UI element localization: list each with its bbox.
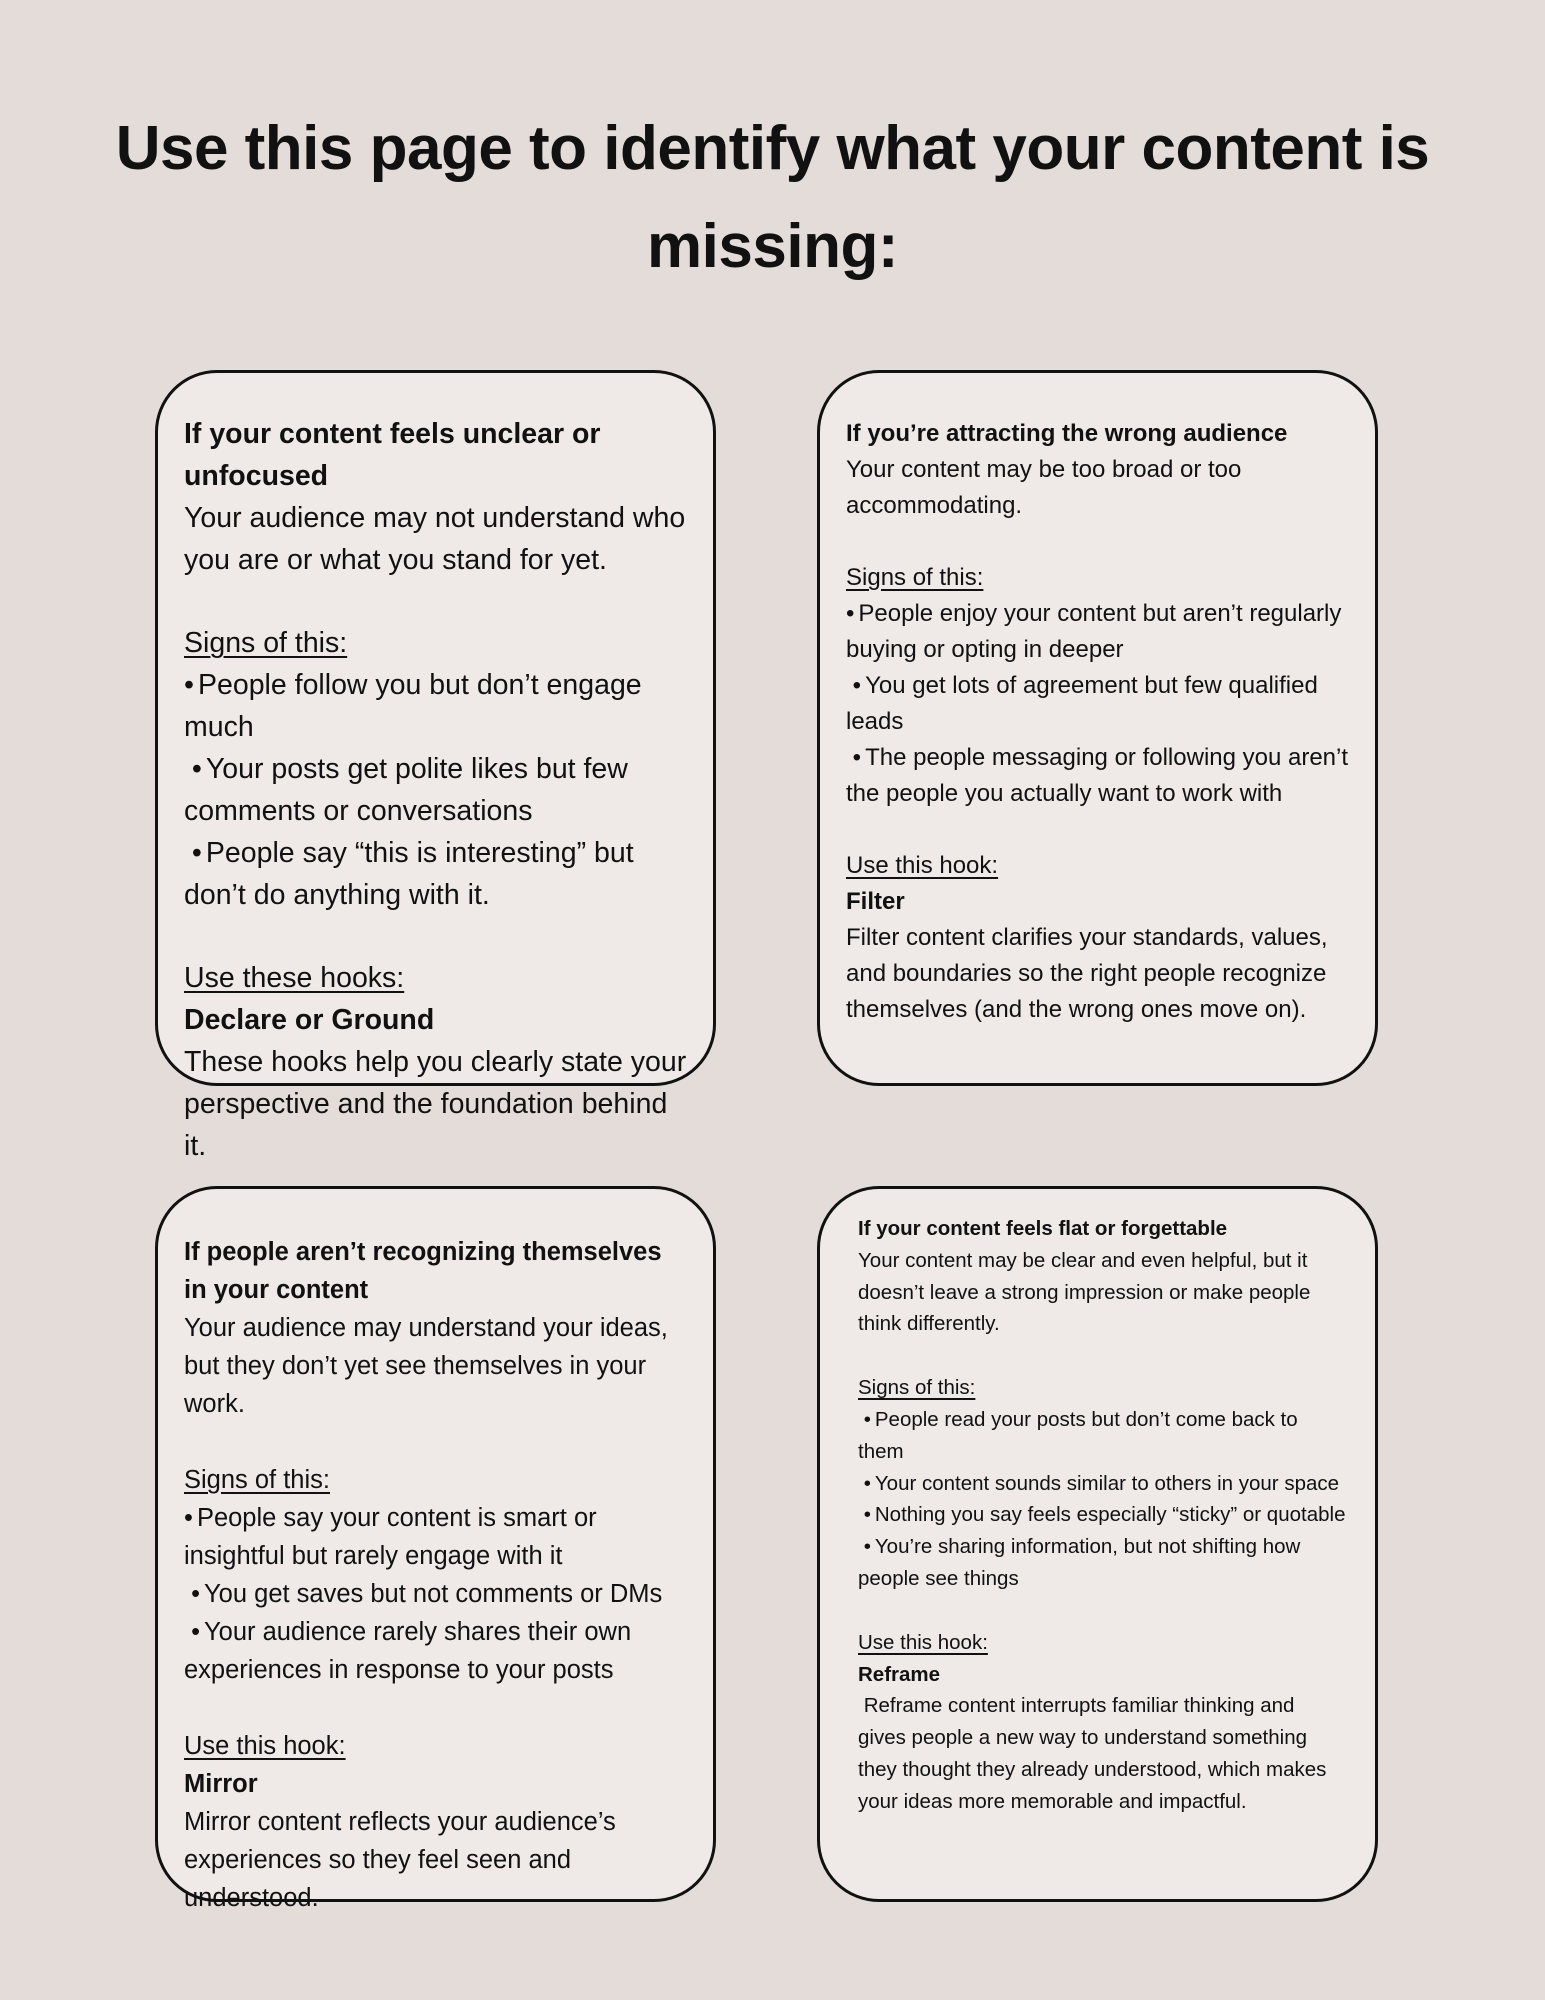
signs-list: [184, 664, 687, 916]
spacer: [846, 524, 1349, 560]
sign-text: Nothing you say feels especially “sticky” or quotable: [874, 1503, 1346, 1527]
spacer: [184, 1423, 687, 1461]
hook-description: Filter content clarifies your standards, values, and boundaries so the right people recognize themselves (and the wrong ones move on).: [846, 924, 1328, 1023]
hook-name: Reframe: [858, 1662, 941, 1686]
hooks-label: Use this hook:: [858, 1630, 988, 1654]
card-not-recognizing: [155, 1186, 716, 1912]
sign-item: [184, 748, 687, 832]
bullet-icon: •: [858, 1407, 871, 1431]
sign-item: [184, 1575, 687, 1613]
bullet-icon: •: [858, 1535, 871, 1559]
spacer: [184, 916, 687, 957]
hooks-label: Use this hook:: [846, 852, 999, 879]
sign-item: [184, 1499, 687, 1575]
bullet-icon: •: [858, 1471, 871, 1495]
card-wrong-audience: [817, 370, 1378, 1086]
card-description: Your audience may not understand who you are or what you stand for yet.: [184, 502, 686, 576]
sign-text: You get lots of agreement but few qualified leads: [846, 672, 1318, 735]
hook-description: Mirror content reflects your audience’s experiences so they feel seen and understood.: [184, 1808, 616, 1912]
card-description: Your audience may understand your ideas, but they don’t yet see themselves in your work.: [184, 1314, 668, 1418]
hook-name: Declare or Ground: [184, 1004, 435, 1036]
sign-item: [858, 1404, 1347, 1468]
sign-item: [846, 740, 1349, 812]
signs-label: Signs of this:: [846, 564, 984, 591]
signs-list: [858, 1404, 1347, 1595]
spacer: [846, 812, 1349, 848]
spacer: [858, 1595, 1347, 1627]
sign-text: People follow you but don’t engage much: [184, 669, 642, 743]
bullet-icon: •: [184, 753, 202, 785]
card-unclear-content: [155, 370, 716, 1162]
sign-text: You’re sharing information, but not shifting how people see things: [858, 1535, 1301, 1590]
sign-text: People say “this is interesting” but don’t do anything with it.: [184, 837, 634, 911]
spacer: [858, 1340, 1347, 1372]
card-description: Your content may be clear and even helpful, but it doesn’t leave a strong impression or make people think differently.: [858, 1248, 1311, 1336]
signs-label: Signs of this:: [184, 1466, 330, 1494]
sign-item: [184, 832, 687, 916]
sign-text: You get saves but not comments or DMs: [204, 1580, 663, 1608]
bullet-icon: •: [184, 837, 202, 869]
sign-text: The people messaging or following you aren’t the people you actually want to work with: [846, 744, 1349, 807]
card-heading: If people aren’t recognizing themselves in your content: [184, 1238, 662, 1304]
bullet-icon: •: [184, 669, 194, 701]
spacer: [184, 581, 687, 622]
bullet-icon: •: [846, 672, 862, 699]
card-description: Your content may be too broad or too accommodating.: [846, 456, 1242, 519]
hooks-label: Use these hooks:: [184, 962, 405, 994]
signs-label: Signs of this:: [858, 1376, 976, 1400]
card-flat-forgettable: [817, 1186, 1378, 1902]
hook-description: [858, 1690, 1347, 1817]
hooks-label: Use this hook:: [184, 1732, 346, 1760]
signs-label: Signs of this:: [184, 627, 348, 659]
spacer: [184, 1689, 687, 1727]
card-heading: If you’re attracting the wrong audience: [846, 420, 1288, 447]
sign-item: [184, 1613, 687, 1689]
card-heading: If your content feels unclear or unfocused: [184, 418, 601, 492]
hook-name: Filter: [846, 888, 905, 915]
sign-text: People read your posts but don’t come back to them: [858, 1407, 1298, 1463]
bullet-icon: •: [184, 1580, 201, 1608]
sign-item: [184, 664, 687, 748]
bullet-icon: •: [184, 1504, 193, 1532]
sign-item: [858, 1468, 1347, 1500]
bullet-icon: •: [846, 600, 855, 627]
sign-text: People say your content is smart or insightful but rarely engage with it: [184, 1504, 597, 1570]
signs-list: [846, 596, 1349, 812]
bullet-icon: •: [184, 1618, 201, 1646]
bullet-icon: •: [846, 744, 862, 771]
sign-text: Your posts get polite likes but few comments or conversations: [184, 753, 628, 827]
page-title: Use this page to identify what your content is missing:: [115, 114, 1430, 281]
sign-item: [858, 1499, 1347, 1531]
sign-item: [846, 596, 1349, 668]
hook-name: Mirror: [184, 1770, 258, 1798]
sign-text: Your content sounds similar to others in your space: [874, 1471, 1340, 1495]
card-heading: If your content feels flat or forgettable: [858, 1217, 1228, 1240]
bullet-icon: •: [858, 1503, 871, 1527]
signs-list: [184, 1499, 687, 1689]
sign-item: [846, 668, 1349, 740]
sign-item: [858, 1531, 1347, 1595]
hook-description: These hooks help you clearly state your perspective and the foundation behind it.: [184, 1046, 687, 1162]
sign-text: Your audience rarely shares their own experiences in response to your posts: [184, 1618, 632, 1684]
hook-description-text: Reframe content interrupts familiar thinking and gives people a new way to understand something they thought they already understood, which makes your ideas more memorable and impactful.: [858, 1694, 1327, 1813]
sign-text: People enjoy your content but aren’t regularly buying or opting in deeper: [846, 600, 1342, 663]
